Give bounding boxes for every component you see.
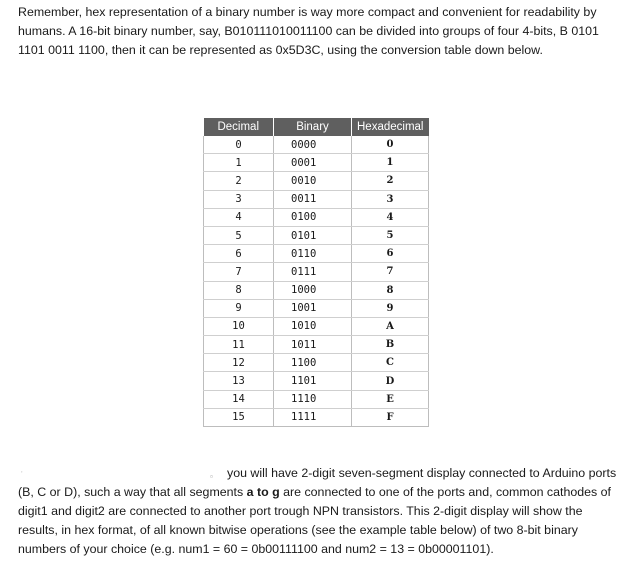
cell-decimal: 0 xyxy=(204,136,274,154)
cell-binary: 1001 xyxy=(274,299,352,317)
cell-binary: 0101 xyxy=(274,226,352,244)
assignment-line-4: results, in hex format, of all known bitwise operations (see the example table below) of two 8-bit binary xyxy=(18,523,578,537)
cell-decimal: 9 xyxy=(204,299,274,317)
table-row xyxy=(204,190,429,208)
cell-hex: 9 xyxy=(352,299,429,317)
cell-binary: 0010 xyxy=(274,172,352,190)
conversion-table xyxy=(203,118,429,427)
conversion-table-body xyxy=(204,136,429,427)
cell-binary: 0111 xyxy=(274,263,352,281)
cell-hex: 7 xyxy=(352,263,429,281)
assignment-line-2 xyxy=(18,483,622,502)
cell-hex: D xyxy=(352,372,429,390)
cell-decimal: 6 xyxy=(204,245,274,263)
table-row xyxy=(204,208,429,226)
table-row xyxy=(204,263,429,281)
assignment-paragraph xyxy=(18,464,622,559)
table-row xyxy=(204,390,429,408)
assignment-line-3: digit1 and digit2 are connected to another port trough NPN transistors. This 2-digit display will show the xyxy=(18,504,583,518)
cell-hex: 0 xyxy=(352,136,429,154)
table-row xyxy=(204,154,429,172)
intro-line-3: 1101 0011 1100, then it can be represented as 0x5D3C, using the conversion table down below. xyxy=(18,43,543,57)
cell-decimal: 1 xyxy=(204,154,274,172)
intro-line-2: humans. A 16-bit binary number, say, B010111010011100 can be divided into groups of four 4-bits, B 0101 xyxy=(18,24,599,38)
cell-binary: 0011 xyxy=(274,190,352,208)
cell-binary: 1100 xyxy=(274,354,352,372)
cell-binary: 1101 xyxy=(274,372,352,390)
table-row xyxy=(204,372,429,390)
table-row xyxy=(204,317,429,335)
table-header-row xyxy=(204,118,429,136)
header-decimal: Decimal xyxy=(204,118,274,136)
cell-decimal: 13 xyxy=(204,372,274,390)
cell-binary: 0000 xyxy=(274,136,352,154)
cell-binary: 1000 xyxy=(274,281,352,299)
cursor-mark: ▫ xyxy=(210,472,213,481)
cell-decimal: 10 xyxy=(204,317,274,335)
assignment-line-1-text: you will have 2-digit seven-segment display connected to Arduino ports xyxy=(227,466,617,480)
table-row xyxy=(204,136,429,154)
cell-hex: 1 xyxy=(352,154,429,172)
table-row xyxy=(204,226,429,244)
assignment-line-1 xyxy=(18,464,622,483)
cell-decimal: 7 xyxy=(204,263,274,281)
cell-hex: E xyxy=(352,390,429,408)
table-row xyxy=(204,408,429,426)
table-row xyxy=(204,281,429,299)
assignment-line-2-post: are connected to one of the ports and, common cathodes of xyxy=(279,485,611,499)
cell-binary: 0001 xyxy=(274,154,352,172)
cell-binary: 0100 xyxy=(274,208,352,226)
table-row xyxy=(204,245,429,263)
cell-hex: C xyxy=(352,354,429,372)
cell-hex: A xyxy=(352,317,429,335)
cell-hex: 4 xyxy=(352,208,429,226)
cell-binary: 1010 xyxy=(274,317,352,335)
cell-decimal: 8 xyxy=(204,281,274,299)
cell-decimal: 3 xyxy=(204,190,274,208)
cell-hex: 5 xyxy=(352,226,429,244)
cell-binary: 1011 xyxy=(274,336,352,354)
cell-decimal: 2 xyxy=(204,172,274,190)
cell-hex: 6 xyxy=(352,245,429,263)
assignment-line-5: numbers of your choice (e.g. num1 = 60 = 0b00111100 and num2 = 13 = 0b00001101). xyxy=(18,542,494,556)
table-row xyxy=(204,299,429,317)
cell-binary: 1110 xyxy=(274,390,352,408)
cell-decimal: 15 xyxy=(204,408,274,426)
cell-binary: 1111 xyxy=(274,408,352,426)
table-row xyxy=(204,172,429,190)
header-hexadecimal: Hexadecimal xyxy=(352,118,429,136)
cell-hex: F xyxy=(352,408,429,426)
header-binary: Binary xyxy=(274,118,352,136)
cell-hex: B xyxy=(352,336,429,354)
segments-range: a to g xyxy=(246,485,280,499)
cell-hex: 3 xyxy=(352,190,429,208)
cell-decimal: 5 xyxy=(204,226,274,244)
cell-hex: 2 xyxy=(352,172,429,190)
stray-mark: , xyxy=(21,468,23,474)
cell-binary: 0110 xyxy=(274,245,352,263)
cell-decimal: 11 xyxy=(204,336,274,354)
assignment-line-2-pre: (B, C or D), such a way that all segments xyxy=(18,485,247,499)
cell-decimal: 12 xyxy=(204,354,274,372)
table-row xyxy=(204,336,429,354)
cell-decimal: 4 xyxy=(204,208,274,226)
cell-decimal: 14 xyxy=(204,390,274,408)
table-row xyxy=(204,354,429,372)
intro-line-1: Remember, hex representation of a binary number is way more compact and convenient for readability by xyxy=(18,5,597,19)
cell-hex: 8 xyxy=(352,281,429,299)
intro-paragraph xyxy=(18,3,618,60)
